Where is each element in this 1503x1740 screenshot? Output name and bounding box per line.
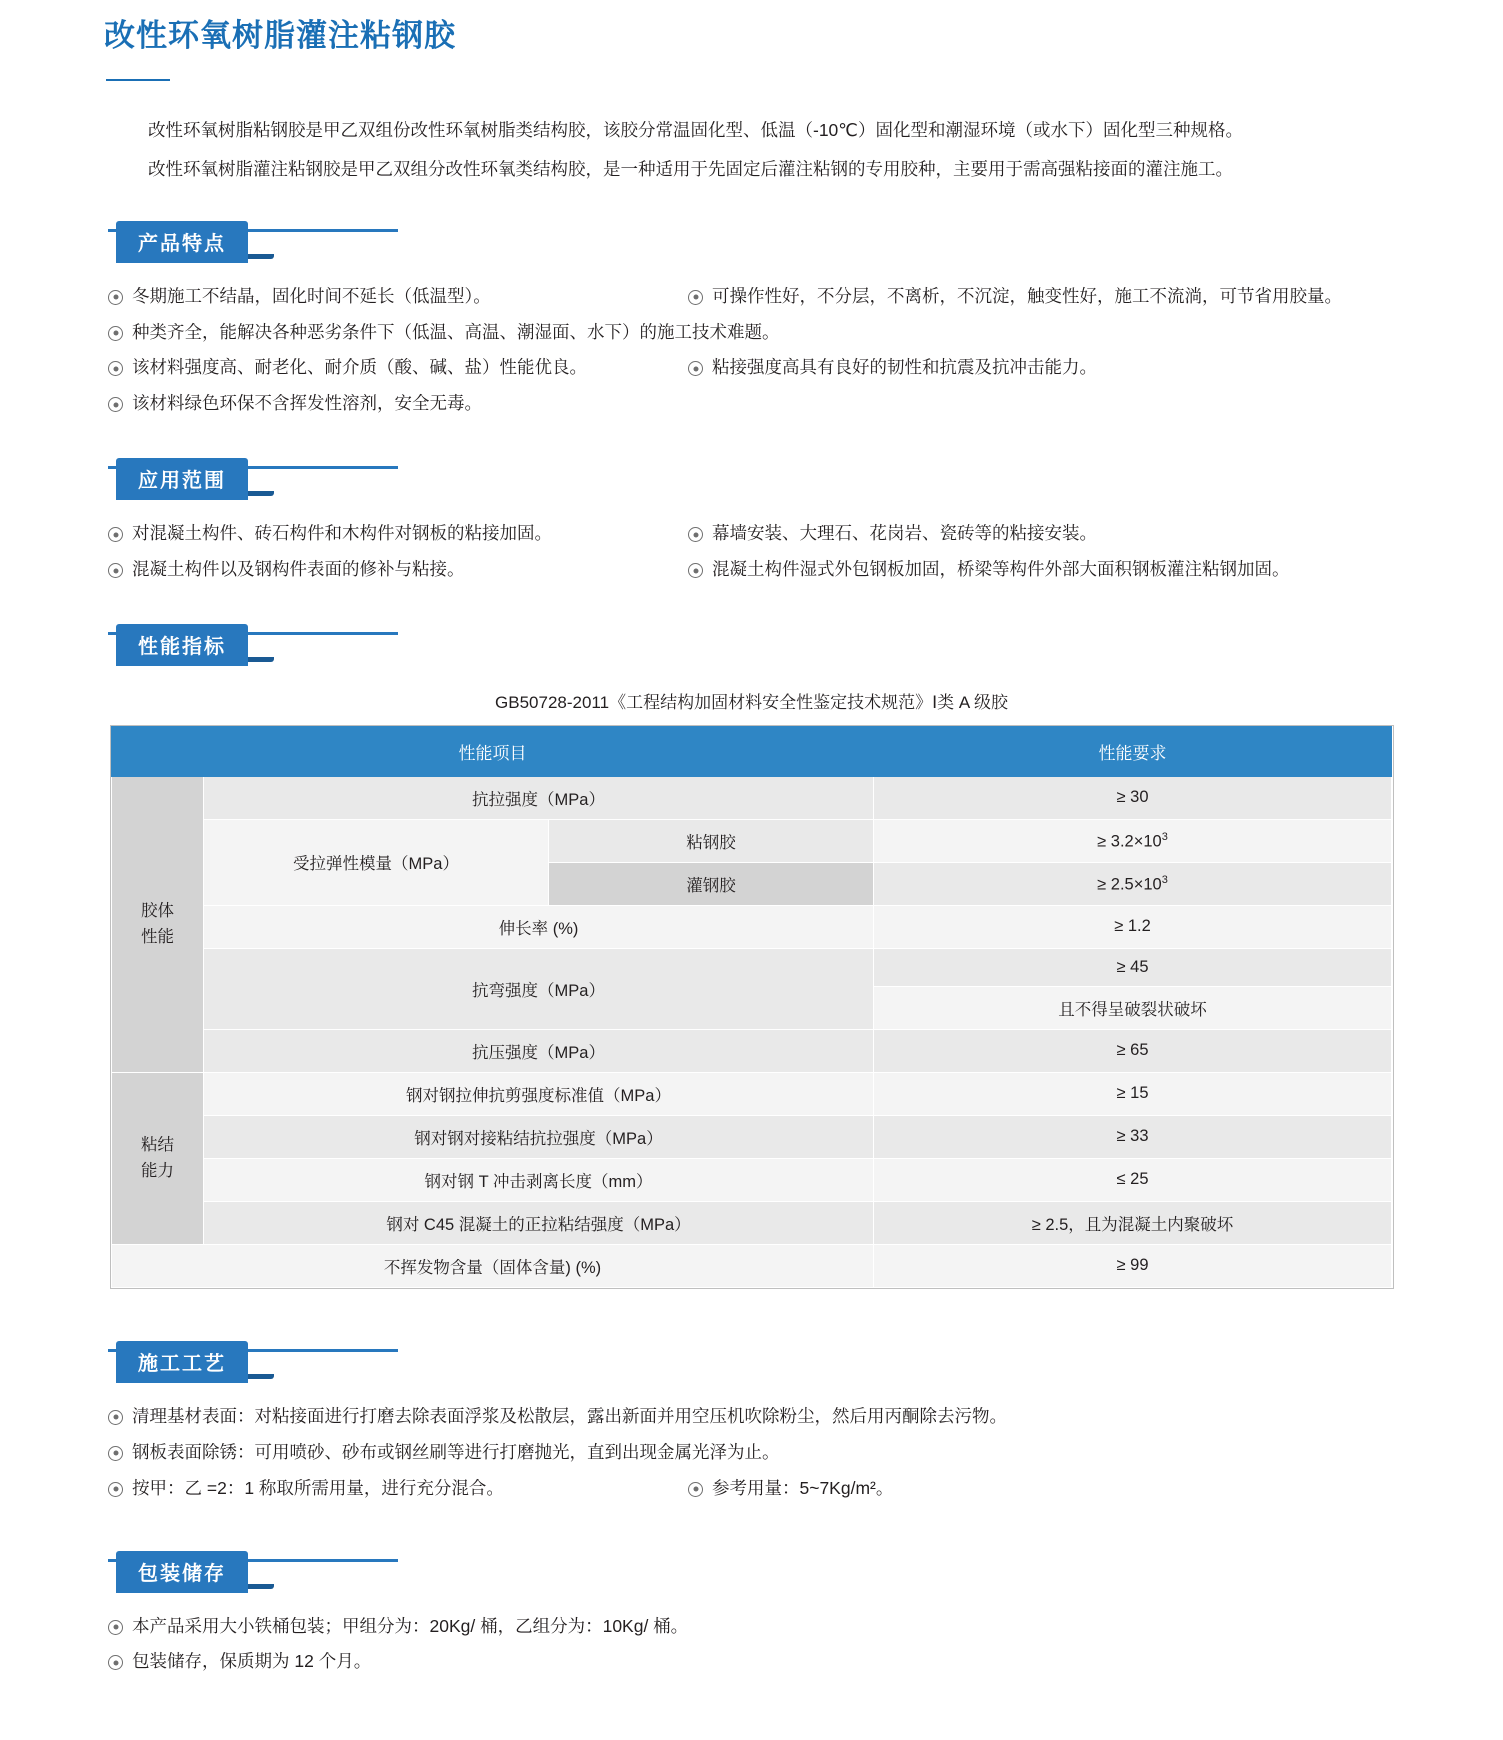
performance-table	[111, 726, 1392, 1288]
intro-paragraphs	[0, 115, 1503, 184]
packaging-item	[108, 1644, 371, 1680]
bullet-ring-icon	[108, 1620, 123, 1635]
process-text: 清理基材表面：对粘接面进行打磨去除表面浮浆及松散层，露出新面并用空压机吹除粉尘，然后用丙酮除去污物。	[132, 1405, 1007, 1426]
bullet-ring-icon	[108, 527, 123, 542]
heading-label: 包装储存	[116, 1551, 248, 1593]
cell-requirement-text: ≥ 2.5×10	[1097, 875, 1162, 894]
process-item	[108, 1471, 688, 1507]
cell-requirement: ≥ 33	[874, 1115, 1392, 1158]
list-item	[108, 279, 1403, 315]
bullet-ring-icon	[688, 361, 703, 376]
table-row	[112, 948, 1392, 986]
process-item	[108, 1435, 780, 1471]
application-text: 幕墙安装、大理石、花岗岩、瓷砖等的粘接安装。	[712, 523, 1097, 544]
intro-line-1: 改性环氧树脂粘钢胶是甲乙双组份改性环氧树脂类结构胶，该胶分常温固化型、低温（-10℃）固化型和潮湿环境（或水下）固化型三种规格。	[148, 120, 1243, 141]
table-row	[112, 776, 1392, 819]
bullet-ring-icon	[108, 326, 123, 341]
cell-item: 钢对钢拉伸抗剪强度标准值（MPa）	[204, 1072, 874, 1115]
process-item	[688, 1471, 893, 1507]
cell-requirement: ≥ 1.2	[874, 905, 1392, 948]
application-text: 对混凝土构件、砖石构件和木构件对钢板的粘接加固。	[132, 523, 552, 544]
group-label-line2: 性能	[141, 928, 174, 947]
table-row	[112, 1244, 1392, 1287]
packaging-text: 包装储存，保质期为 12 个月。	[132, 1651, 372, 1672]
application-item	[688, 516, 1097, 552]
col-header-item: 性能项目	[112, 726, 874, 776]
list-item	[108, 552, 1403, 588]
feature-text: 该材料绿色环保不含挥发性溶剂，安全无毒。	[132, 393, 482, 414]
cell-requirement: ≥ 30	[874, 776, 1392, 819]
list-item	[108, 1609, 1403, 1645]
cell-item: 钢对钢对接粘结抗拉强度（MPa）	[204, 1115, 874, 1158]
list-item	[108, 315, 1403, 351]
cell-subitem: 灌钢胶	[549, 862, 874, 905]
bullet-ring-icon	[108, 563, 123, 578]
cell-subitem: 粘钢胶	[549, 819, 874, 862]
process-text: 参考用量：5~7Kg/m²。	[712, 1477, 894, 1498]
bullet-ring-icon	[108, 290, 123, 305]
cell-item: 钢对 C45 混凝土的正拉粘结强度（MPa）	[204, 1201, 874, 1244]
cell-requirement: ≥ 45	[874, 948, 1392, 986]
feature-item	[688, 350, 1097, 386]
table-row	[112, 1158, 1392, 1201]
section-heading-application	[108, 458, 408, 496]
cell-item: 受拉弹性模量（MPa）	[204, 819, 549, 905]
bullet-ring-icon	[108, 361, 123, 376]
group-label-line1: 胶体	[141, 902, 174, 920]
table-row	[112, 1072, 1392, 1115]
row-group-label-bond	[112, 1072, 204, 1244]
application-text: 混凝土构件湿式外包钢板加固，桥梁等构件外部大面积钢板灌注粘钢加固。	[712, 559, 1290, 580]
application-item	[108, 516, 688, 552]
cell-requirement-exp: 3	[1161, 830, 1168, 843]
bullet-ring-icon	[688, 527, 703, 542]
page-title: 改性环氧树脂灌注粘钢胶	[104, 18, 456, 53]
performance-table-wrapper	[110, 725, 1394, 1289]
table-row	[112, 819, 1392, 862]
cell-item: 不挥发物含量（固体含量) (%)	[112, 1244, 874, 1287]
cell-item: 抗弯强度（MPa）	[204, 948, 874, 1029]
section-heading-process	[108, 1341, 408, 1379]
table-row	[112, 1201, 1392, 1244]
packaging-item	[108, 1609, 688, 1645]
feature-text: 该材料强度高、耐老化、耐介质（酸、碱、盐）性能优良。	[132, 357, 587, 378]
application-text: 混凝土构件以及钢构件表面的修补与粘接。	[132, 559, 465, 580]
intro-line-2: 改性环氧树脂灌注粘钢胶是甲乙双组分改性环氧类结构胶，是一种适用于先固定后灌注粘钢的专用胶种，主要用于需高强粘接面的灌注施工。	[148, 159, 1233, 180]
heading-label: 应用范围	[116, 458, 248, 500]
process-item	[108, 1399, 1007, 1435]
application-list	[0, 510, 1503, 588]
cell-requirement: 且不得呈破裂状破坏	[874, 986, 1392, 1029]
bullet-ring-icon	[688, 290, 703, 305]
feature-text: 可操作性好，不分层，不离析，不沉淀，触变性好，施工不流淌，可节省用胶量。	[712, 285, 1342, 306]
process-text: 钢板表面除锈：可用喷砂、砂布或钢丝刷等进行打磨抛光，直到出现金属光泽为止。	[132, 1441, 780, 1462]
list-item	[108, 1399, 1403, 1435]
cell-requirement-exp: 3	[1161, 873, 1168, 886]
feature-text: 种类齐全，能解决各种恶劣条件下（低温、高温、潮湿面、水下）的施工技术难题。	[132, 321, 780, 342]
cell-requirement	[874, 862, 1392, 905]
heading-label: 性能指标	[116, 624, 248, 666]
table-header-row	[112, 726, 1392, 776]
bullet-ring-icon	[688, 563, 703, 578]
group-label-line1: 粘结	[141, 1136, 174, 1154]
cell-requirement: ≥ 15	[874, 1072, 1392, 1115]
list-item	[108, 1471, 1403, 1507]
features-list	[0, 273, 1503, 423]
packaging-text: 本产品采用大小铁桶包装；甲组分为：20Kg/ 桶，乙组分为：10Kg/ 桶。	[132, 1615, 689, 1636]
cell-requirement-text: ≥ 3.2×10	[1097, 832, 1162, 851]
heading-label: 产品特点	[116, 221, 248, 263]
bullet-ring-icon	[688, 1482, 703, 1497]
bullet-ring-icon	[108, 1410, 123, 1425]
cell-requirement: ≥ 2.5，且为混凝土内聚破坏	[874, 1201, 1392, 1244]
bullet-ring-icon	[108, 1446, 123, 1461]
title-underline	[106, 79, 170, 81]
cell-item: 抗压强度（MPa）	[204, 1029, 874, 1072]
heading-label: 施工工艺	[116, 1341, 248, 1383]
cell-requirement: ≥ 99	[874, 1244, 1392, 1287]
row-group-label-body	[112, 776, 204, 1072]
application-item	[688, 552, 1290, 588]
group-label-line2: 能力	[141, 1162, 174, 1181]
cell-requirement: ≤ 25	[874, 1158, 1392, 1201]
feature-text: 粘接强度高具有良好的韧性和抗震及抗冲击能力。	[712, 357, 1097, 378]
cell-requirement: ≥ 65	[874, 1029, 1392, 1072]
process-list	[0, 1393, 1503, 1507]
col-header-requirement: 性能要求	[874, 726, 1392, 776]
list-item	[108, 1644, 1403, 1680]
table-row	[112, 1029, 1392, 1072]
process-text: 按甲：乙 =2：1 称取所需用量，进行充分混合。	[132, 1477, 504, 1498]
application-item	[108, 552, 688, 588]
section-heading-packaging	[108, 1551, 408, 1589]
feature-item	[688, 279, 1342, 315]
bullet-ring-icon	[108, 1655, 123, 1670]
table-row	[112, 905, 1392, 948]
list-item	[108, 350, 1403, 386]
cell-item: 伸长率 (%)	[204, 905, 874, 948]
cell-item: 抗拉强度（MPa）	[204, 776, 874, 819]
feature-item	[108, 315, 780, 351]
title-block	[0, 0, 1503, 81]
page-bottom-spacer	[0, 1680, 1503, 1740]
section-heading-features	[108, 221, 408, 259]
feature-text: 冬期施工不结晶，固化时间不延长（低温型）。	[132, 285, 491, 306]
table-row	[112, 1115, 1392, 1158]
bullet-ring-icon	[108, 1482, 123, 1497]
packaging-list	[0, 1603, 1503, 1681]
list-item	[108, 516, 1403, 552]
section-heading-performance	[108, 624, 408, 662]
feature-item	[108, 279, 688, 315]
feature-item	[108, 386, 748, 422]
list-item	[108, 386, 1403, 422]
list-item	[108, 1435, 1403, 1471]
bullet-ring-icon	[108, 397, 123, 412]
cell-item: 钢对钢 T 冲击剥离长度（mm）	[204, 1158, 874, 1201]
feature-item	[108, 350, 688, 386]
table-caption: GB50728-2011《工程结构加固材料安全性鉴定技术规范》Ⅰ类 A 级胶	[495, 692, 1008, 712]
cell-requirement	[874, 819, 1392, 862]
